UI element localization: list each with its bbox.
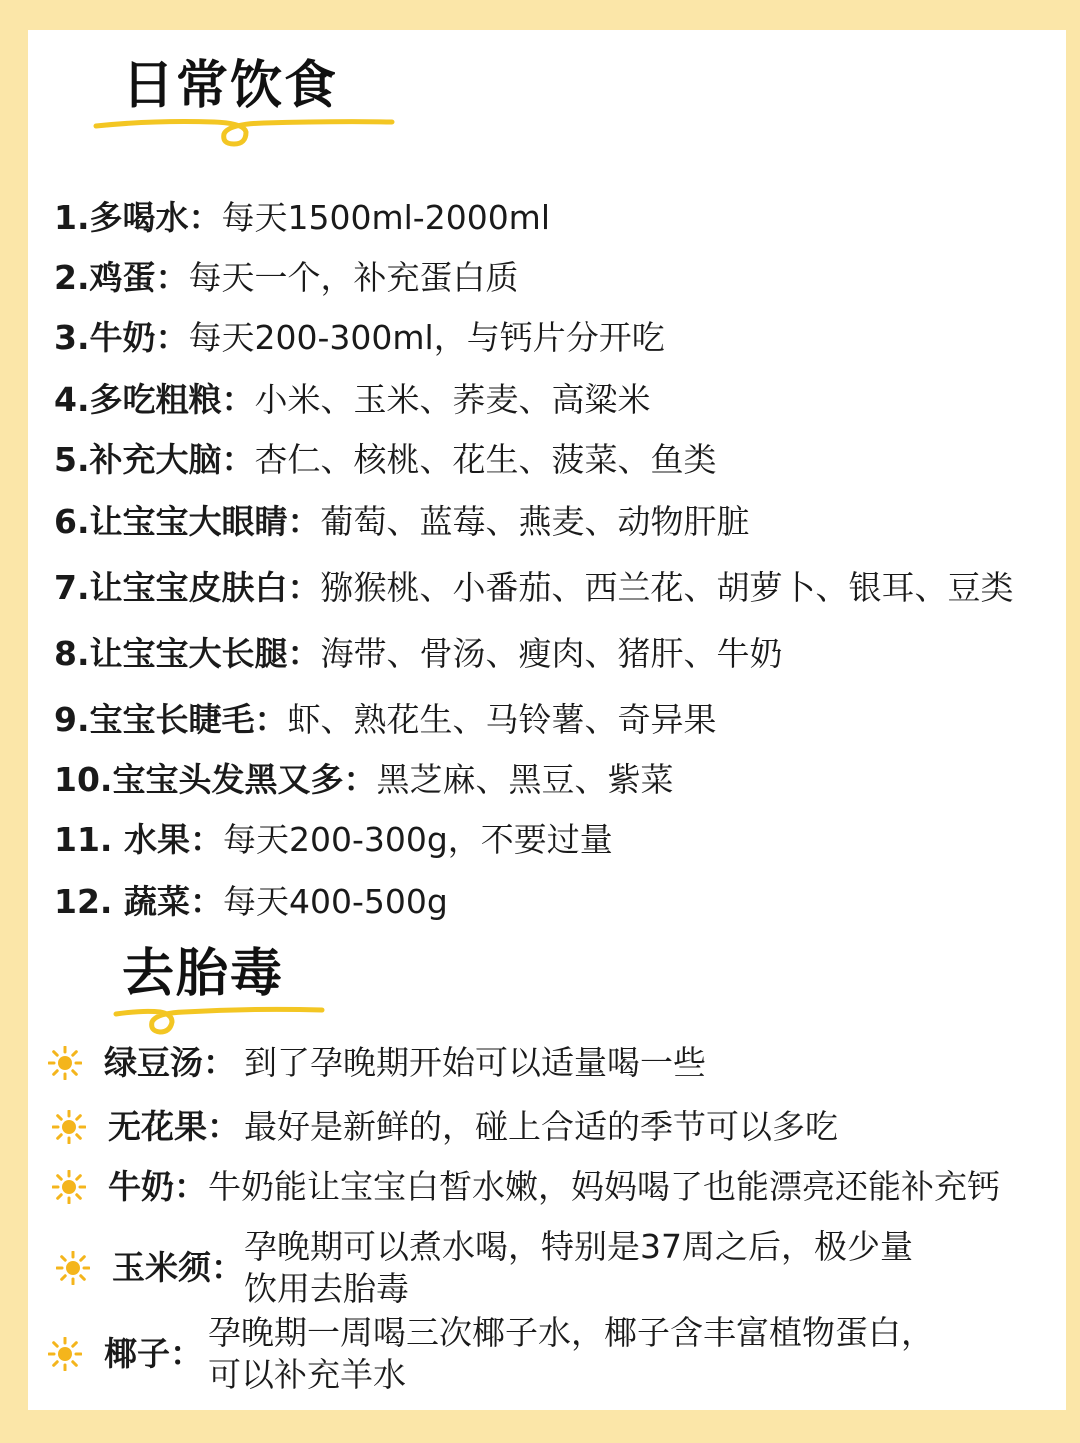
diet-list-item (54, 258, 519, 298)
sun-icon (56, 1251, 90, 1285)
diet-item-text: 海带、骨汤、瘦肉、猪肝、牛奶 (320, 634, 783, 673)
detox-list-item (52, 1106, 1058, 1148)
title-underline-squiggle (114, 1000, 324, 1040)
section-title-detox: 去胎毒 (122, 944, 285, 1004)
sun-icon (48, 1337, 82, 1371)
diet-item-text: 葡萄、蓝莓、燕麦、动物肝脏 (320, 502, 750, 541)
diet-item-text: 小米、玉米、荞麦、高粱米 (254, 380, 651, 419)
diet-item-label: 7.让宝宝皮肤白： (54, 568, 321, 607)
detox-item-description (244, 1226, 913, 1310)
diet-item-text: 虾、熟花生、马铃薯、奇异果 (287, 700, 717, 739)
diet-item-text: 每天200-300ml，与钙片分开吃 (188, 318, 665, 357)
diet-list-item (54, 700, 717, 740)
section-title-daily-diet: 日常饮食 (122, 56, 339, 116)
detox-list-item (48, 1312, 1058, 1396)
diet-item-text: 猕猴桃、小番茄、西兰花、胡萝卜、银耳、豆类 (320, 568, 1014, 607)
diet-item-text: 每天400-500g (222, 882, 448, 921)
sun-icon (48, 1046, 82, 1080)
diet-item-label: 1.多喝水： (54, 198, 222, 237)
content-card (28, 30, 1066, 1410)
diet-list-item (54, 634, 783, 674)
diet-list-item (54, 440, 717, 480)
detox-list-item (56, 1226, 1058, 1310)
title-underline-squiggle (94, 112, 394, 152)
diet-item-label: 8.让宝宝大长腿： (54, 634, 321, 673)
diet-list-item (54, 882, 448, 922)
diet-item-text: 每天200-300g，不要过量 (222, 820, 613, 859)
detox-item-label: 椰子： (104, 1334, 203, 1373)
diet-list-item (54, 760, 673, 800)
diet-item-label: 3.牛奶： (54, 318, 189, 357)
detox-item-line: 孕晚期可以煮水喝，特别是37周之后，极少量 (244, 1227, 913, 1266)
diet-list-item (54, 502, 750, 542)
detox-item-line: 孕晚期一周喝三次椰子水，椰子含丰富植物蛋白， (208, 1313, 934, 1352)
detox-item-label: 牛奶： (108, 1167, 207, 1206)
diet-item-label: 5.补充大脑： (54, 440, 255, 479)
diet-item-label: 11. 水果： (54, 820, 223, 859)
diet-item-text: 每天1500ml-2000ml (221, 198, 551, 237)
detox-item-line: 饮用去胎毒 (244, 1269, 409, 1308)
diet-list-item (54, 318, 665, 358)
detox-item-line: 到了孕晚期开始可以适量喝一些 (244, 1043, 706, 1082)
diet-list-item (54, 568, 1014, 608)
diet-item-text: 每天一个，补充蛋白质 (188, 258, 519, 297)
detox-item-label: 玉米须： (112, 1248, 244, 1287)
diet-list-item (54, 820, 613, 860)
diet-item-label: 12. 蔬菜： (54, 882, 223, 921)
detox-item-description (208, 1312, 934, 1396)
diet-item-label: 2.鸡蛋： (54, 258, 189, 297)
detox-item-description (208, 1166, 1000, 1208)
detox-item-line: 最好是新鲜的，碰上合适的季节可以多吃 (244, 1107, 838, 1146)
diet-list-item (54, 380, 651, 420)
sun-icon (52, 1170, 86, 1204)
detox-item-label: 绿豆汤： (104, 1043, 236, 1082)
detox-item-description (244, 1106, 838, 1148)
detox-item-line: 可以补充羊水 (208, 1355, 406, 1394)
diet-item-label: 10.宝宝头发黑又多： (54, 760, 377, 799)
diet-item-label: 4.多吃粗粮： (54, 380, 255, 419)
detox-item-label: 无花果： (108, 1107, 240, 1146)
diet-item-label: 6.让宝宝大眼睛： (54, 502, 321, 541)
detox-list-item (48, 1042, 1058, 1084)
diet-item-text: 黑芝麻、黑豆、紫菜 (376, 760, 674, 799)
diet-list-item (54, 198, 550, 238)
detox-list-item (52, 1166, 1058, 1208)
diet-item-text: 杏仁、核桃、花生、菠菜、鱼类 (254, 440, 717, 479)
detox-item-description (244, 1042, 706, 1084)
detox-item-line: 牛奶能让宝宝白皙水嫩，妈妈喝了也能漂亮还能补充钙 (208, 1167, 1000, 1206)
diet-item-label: 9.宝宝长睫毛： (54, 700, 288, 739)
sun-icon (52, 1110, 86, 1144)
